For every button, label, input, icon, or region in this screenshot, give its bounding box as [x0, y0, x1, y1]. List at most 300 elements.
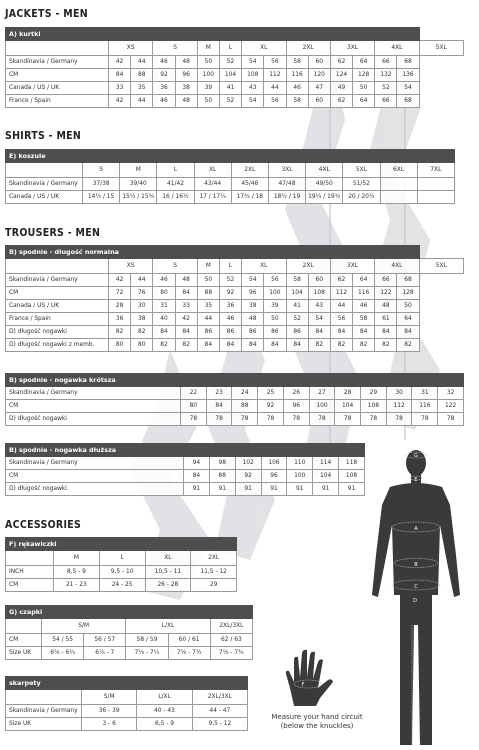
table-cell: 91	[209, 483, 235, 496]
table-cell: 78	[232, 413, 258, 426]
table-cell: 52	[286, 313, 308, 326]
table-cell: 114	[313, 457, 339, 470]
table-cell: 84	[330, 326, 352, 339]
row-label: Skandinavia / Germany	[6, 178, 83, 191]
table-cell: 8,5 - 9	[54, 566, 100, 579]
row-label: D) długość nogawki	[6, 483, 184, 496]
row-label: CM	[6, 287, 109, 300]
table-cell: 78	[386, 413, 412, 426]
caps-table-title: G) czapki	[6, 606, 253, 619]
marker-f-hand: F	[301, 682, 305, 688]
table-cell: 56	[264, 95, 286, 108]
table-cell: 39/40	[120, 178, 157, 191]
table-cell: 132	[375, 69, 397, 82]
table-cell: 36	[219, 300, 241, 313]
table-cell: 62 / 63	[210, 634, 252, 647]
table-cell: 48	[175, 95, 197, 108]
table-cell: 50	[197, 56, 219, 69]
size-header-cell: 7XL	[417, 163, 454, 178]
table-cell: 66	[375, 56, 397, 69]
table-cell: 44	[197, 313, 219, 326]
table-cell: 48	[175, 56, 197, 69]
table-cell: 104	[335, 400, 361, 413]
table-cell: 82	[330, 339, 352, 352]
row-label: Skandinavia / Germany	[6, 56, 109, 69]
size-header-cell: XS	[109, 259, 153, 274]
table-cell: 30	[131, 300, 153, 313]
table-cell: 26	[283, 387, 309, 400]
table-cell: 120	[308, 69, 330, 82]
size-header-cell: XL	[242, 259, 286, 274]
table-cell: 84	[175, 287, 197, 300]
size-header-cell: 5XL	[419, 41, 463, 56]
table-cell: 98	[209, 457, 235, 470]
table-cell: 100	[264, 287, 286, 300]
table-cell: 122	[438, 400, 464, 413]
table-cell: 56	[264, 56, 286, 69]
size-header-cell: 2XL	[191, 551, 237, 566]
table-cell: 18½ / 19	[268, 191, 305, 204]
size-header-cell: 2XL	[286, 41, 330, 56]
table-cell: 50	[397, 300, 419, 313]
table-row	[6, 400, 464, 413]
hand-caption-line-1: Measure your hand circuit	[271, 713, 363, 721]
table-row	[6, 634, 253, 647]
table-cell: 84	[184, 470, 210, 483]
table-cell: 43	[308, 300, 330, 313]
row-label: France / Spain	[6, 313, 109, 326]
table-cell: 44	[131, 56, 153, 69]
table-cell: 84	[308, 326, 330, 339]
shirts-table-title: E) koszule	[6, 150, 455, 163]
table-cell: 50	[264, 313, 286, 326]
hand-measurement-figure	[282, 648, 342, 710]
table-cell: 84	[353, 326, 375, 339]
table-cell: 14½ / 15	[83, 191, 120, 204]
table-cell: 64	[353, 274, 375, 287]
row-label: D) długość nogawki	[6, 326, 109, 339]
table-row	[6, 326, 464, 339]
size-header-cell: M	[197, 41, 219, 56]
table-row	[6, 191, 455, 204]
table-cell: 86	[197, 326, 219, 339]
size-header-cell: 2XL/3XL	[192, 690, 247, 705]
row-label: CM	[6, 69, 109, 82]
table-cell: 60	[308, 274, 330, 287]
table-cell: 51/52	[343, 178, 380, 191]
table-row	[6, 566, 237, 579]
jackets-table-title: A) kurtki	[6, 28, 420, 41]
table-cell: 17 / 17¼	[194, 191, 231, 204]
table-cell: 102	[235, 457, 261, 470]
row-label: Size UK	[6, 718, 82, 731]
table-cell: 80	[131, 339, 153, 352]
table-cell: 88	[131, 69, 153, 82]
marker-d: D	[413, 598, 417, 604]
row-label: Skandinavia / Germany	[6, 705, 82, 718]
table-cell: 36	[153, 82, 175, 95]
size-header-cell: S	[83, 163, 120, 178]
table-cell: 64	[353, 95, 375, 108]
table-cell: 84	[286, 339, 308, 352]
table-cell: 88	[209, 470, 235, 483]
table-cell: 84	[153, 326, 175, 339]
body-measurement-figure	[360, 445, 472, 747]
table-row	[6, 339, 464, 352]
table-cell: 6⅝ - 6¾	[42, 647, 84, 660]
table-cell: 92	[219, 287, 241, 300]
table-cell: 86	[286, 326, 308, 339]
table-cell: 7⅛ - 7¼	[126, 647, 168, 660]
table-cell: 82	[353, 339, 375, 352]
table-cell: 72	[109, 287, 131, 300]
table-cell: 122	[375, 287, 397, 300]
table-cell: 78	[283, 413, 309, 426]
marker-e: E	[414, 477, 418, 483]
row-label: CM	[6, 470, 184, 483]
table-row	[6, 705, 248, 718]
table-cell: 56	[330, 313, 352, 326]
table-cell: 35	[197, 300, 219, 313]
table-row	[6, 274, 464, 287]
size-header-cell: 2XL	[286, 259, 330, 274]
table-row	[6, 82, 464, 95]
table-cell: 106	[261, 457, 287, 470]
table-row	[6, 69, 464, 82]
table-cell: 54	[397, 82, 419, 95]
table-cell: 37/38	[83, 178, 120, 191]
table-cell: 82	[375, 339, 397, 352]
size-header-cell: XL	[194, 163, 231, 178]
table-cell: 46	[286, 82, 308, 95]
table-cell: 41	[286, 300, 308, 313]
jackets-size-header	[6, 41, 464, 56]
table-cell: 43/44	[194, 178, 231, 191]
row-label: Canada / US / UK	[6, 191, 83, 204]
table-cell: 36 - 39	[82, 705, 137, 718]
table-cell: 28	[335, 387, 361, 400]
table-cell: 29	[361, 387, 387, 400]
table-cell: 9,5 - 12	[192, 718, 247, 731]
trousers-normal-title: B) spodnie - długość normalna	[6, 246, 420, 259]
size-header-cell: L	[219, 259, 241, 274]
table-cell: 16 / 16½	[157, 191, 194, 204]
table-cell: 38	[175, 82, 197, 95]
shirts-heading: SHIRTS - MEN	[5, 130, 82, 142]
table-row	[6, 413, 464, 426]
table-cell: 41	[219, 82, 241, 95]
table-cell: 44	[131, 95, 153, 108]
table-cell: 91	[261, 483, 287, 496]
table-cell: 35	[131, 82, 153, 95]
table-cell: 84	[219, 339, 241, 352]
row-label: CM	[6, 400, 181, 413]
table-cell: 92	[258, 400, 284, 413]
hand-icon	[286, 650, 333, 706]
table-cell: 46	[153, 274, 175, 287]
table-cell: 42	[109, 56, 131, 69]
table-cell: 29	[191, 579, 237, 592]
table-cell: 108	[242, 69, 264, 82]
size-header-cell: XL	[242, 41, 286, 56]
table-cell: 62	[330, 95, 352, 108]
table-cell: 100	[287, 470, 313, 483]
table-cell: 44	[330, 300, 352, 313]
table-cell: 62	[330, 274, 352, 287]
table-cell: 64	[397, 313, 419, 326]
table-cell: 108	[339, 470, 365, 483]
table-cell: 15½ / 15¾	[120, 191, 157, 204]
table-cell: 66	[375, 95, 397, 108]
table-cell: 58	[286, 95, 308, 108]
table-cell: 9,5 - 10	[99, 566, 145, 579]
table-cell: 25	[258, 387, 284, 400]
table-cell: 17¾ / 18	[231, 191, 268, 204]
table-cell: 38	[242, 300, 264, 313]
table-cell: 54	[242, 274, 264, 287]
table-cell: 88	[197, 287, 219, 300]
row-label: Skandinavia / Germany	[6, 457, 184, 470]
table-cell: 78	[335, 413, 361, 426]
table-cell: 50	[197, 95, 219, 108]
size-header-cell: S	[153, 259, 197, 274]
table-cell: 48	[242, 313, 264, 326]
table-cell: 50	[353, 82, 375, 95]
caps-size-header	[6, 619, 253, 634]
table-cell: 80	[153, 287, 175, 300]
caps-size-table	[5, 605, 253, 660]
table-cell: 47	[308, 82, 330, 95]
table-cell: 49/50	[306, 178, 343, 191]
table-cell: 41/42	[157, 178, 194, 191]
table-cell: 84	[197, 339, 219, 352]
jackets-size-table	[5, 27, 464, 108]
table-cell: 91	[339, 483, 365, 496]
table-cell: 7⅜ - 7½	[168, 647, 210, 660]
table-row	[6, 287, 464, 300]
table-cell: 44 - 47	[192, 705, 247, 718]
table-cell: 112	[330, 287, 352, 300]
table-cell: 84	[264, 339, 286, 352]
table-cell: 104	[313, 470, 339, 483]
table-cell: 46	[153, 56, 175, 69]
trousers-normal-size-table	[5, 245, 464, 352]
table-cell: 56	[264, 274, 286, 287]
table-cell: 91	[235, 483, 261, 496]
row-label: Size UK	[6, 647, 42, 660]
table-cell: 31	[412, 387, 438, 400]
table-cell: 39	[264, 300, 286, 313]
size-header-cell: M	[54, 551, 100, 566]
table-cell: 91	[184, 483, 210, 496]
table-cell: 3 - 6	[82, 718, 137, 731]
table-row	[6, 483, 365, 496]
table-cell: 78	[309, 413, 335, 426]
table-cell: 104	[219, 69, 241, 82]
table-cell: 136	[397, 69, 419, 82]
table-cell: 68	[397, 95, 419, 108]
table-cell: 91	[287, 483, 313, 496]
table-row	[6, 300, 464, 313]
size-header-cell: XL	[145, 551, 191, 566]
table-cell: 60	[308, 95, 330, 108]
table-cell: 84	[397, 326, 419, 339]
marker-b: B	[414, 562, 418, 568]
table-cell: 27	[309, 387, 335, 400]
table-cell: 96	[283, 400, 309, 413]
table-cell: 116	[286, 69, 308, 82]
size-header-cell: XS	[109, 41, 153, 56]
table-cell: 44	[131, 274, 153, 287]
size-header-cell: 3XL	[330, 41, 374, 56]
table-cell: 84	[375, 326, 397, 339]
table-cell: 56 / 57	[84, 634, 126, 647]
table-cell: 52	[219, 274, 241, 287]
marker-c: C	[414, 584, 418, 590]
table-cell: 43	[242, 82, 264, 95]
table-cell: 42	[109, 95, 131, 108]
table-cell: 21 - 23	[54, 579, 100, 592]
table-cell: 82	[153, 339, 175, 352]
table-cell: 52	[375, 82, 397, 95]
table-cell: 47/48	[268, 178, 305, 191]
table-cell: 23	[206, 387, 232, 400]
size-header-cell: L	[219, 41, 241, 56]
trousers-long-title: B) spodnie - nogawka dłuższa	[6, 444, 365, 457]
table-cell: 84	[206, 400, 232, 413]
table-cell: 82	[131, 326, 153, 339]
trousers-short-size-table	[5, 373, 464, 426]
table-cell: 19¼ / 19¾	[306, 191, 343, 204]
size-header-cell: M	[120, 163, 157, 178]
size-header-cell: L/XL	[126, 619, 210, 634]
table-cell: 46	[353, 300, 375, 313]
table-cell: 91	[313, 483, 339, 496]
table-row	[6, 178, 455, 191]
table-cell: 62	[330, 56, 352, 69]
table-cell: 32	[438, 387, 464, 400]
table-cell: 64	[353, 56, 375, 69]
size-header-cell: 5XL	[419, 259, 463, 274]
jackets-heading: JACKETS - MEN	[5, 8, 88, 20]
table-cell: 82	[308, 339, 330, 352]
table-cell: 10,5 - 11	[145, 566, 191, 579]
size-header-cell: 3XL	[268, 163, 305, 178]
table-cell: 94	[184, 457, 210, 470]
size-header-cell: 4XL	[375, 259, 419, 274]
table-cell: 100	[309, 400, 335, 413]
row-label: France / Spain	[6, 95, 109, 108]
gloves-table-title: F) rękawiczki	[6, 538, 237, 551]
table-row	[6, 579, 237, 592]
table-cell: 49	[330, 82, 352, 95]
table-cell: 52	[219, 56, 241, 69]
table-row	[6, 95, 464, 108]
row-label: D) długość nogawki z memb.	[6, 339, 109, 352]
row-label: Skandinavia / Germany	[6, 387, 181, 400]
table-cell: 40	[153, 313, 175, 326]
table-cell: 78	[206, 413, 232, 426]
table-cell: 7⅝ - 7¾	[210, 647, 252, 660]
table-cell: 11,5 - 12	[191, 566, 237, 579]
table-row	[6, 718, 248, 731]
table-cell: 31	[153, 300, 175, 313]
table-cell: 112	[264, 69, 286, 82]
size-header-cell: 4XL	[375, 41, 419, 56]
table-cell: 96	[242, 287, 264, 300]
table-cell: 78	[361, 413, 387, 426]
table-cell: 84	[242, 339, 264, 352]
table-cell: 46	[153, 95, 175, 108]
table-cell: 78	[181, 413, 207, 426]
table-cell: 96	[175, 69, 197, 82]
table-cell: 82	[397, 339, 419, 352]
table-cell: 30	[386, 387, 412, 400]
table-cell: 86	[242, 326, 264, 339]
row-label: Canada / US / UK	[6, 300, 109, 313]
table-cell: 58	[286, 274, 308, 287]
trousers-size-header	[6, 259, 464, 274]
table-cell: 58	[353, 313, 375, 326]
socks-size-table	[5, 676, 248, 731]
table-cell: 26 - 28	[145, 579, 191, 592]
table-cell: 88	[232, 400, 258, 413]
table-row	[6, 56, 464, 69]
size-header-cell: S/M	[82, 690, 137, 705]
table-cell: 128	[397, 287, 419, 300]
trousers-short-title: B) spodnie - nogawka krótsza	[6, 374, 464, 387]
table-cell: 100	[197, 69, 219, 82]
table-cell: 54	[242, 95, 264, 108]
trousers-long-size-table	[5, 443, 365, 496]
table-cell: 33	[175, 300, 197, 313]
table-cell: 45/46	[231, 178, 268, 191]
gloves-size-header	[6, 551, 237, 566]
table-cell: 86	[219, 326, 241, 339]
size-header-cell: M	[197, 259, 219, 274]
table-cell: 54 / 55	[42, 634, 84, 647]
table-cell: 78	[412, 413, 438, 426]
table-cell: 22	[181, 387, 207, 400]
row-label: CM	[6, 634, 42, 647]
table-cell: 92	[235, 470, 261, 483]
table-cell: 46	[219, 313, 241, 326]
table-cell: 33	[109, 82, 131, 95]
table-cell: 40 - 43	[137, 705, 192, 718]
shirts-size-table	[5, 149, 455, 204]
table-cell: 124	[330, 69, 352, 82]
table-cell: 118	[339, 457, 365, 470]
table-cell: 68	[397, 274, 419, 287]
table-cell: 80	[181, 400, 207, 413]
hand-caption	[262, 713, 372, 731]
shirts-size-header	[6, 163, 455, 178]
marker-g: G	[414, 453, 418, 459]
table-cell: 84	[109, 69, 131, 82]
table-cell: 60 / 61	[168, 634, 210, 647]
table-cell: 48	[375, 300, 397, 313]
size-header-cell: L	[157, 163, 194, 178]
size-header-cell: S	[153, 41, 197, 56]
size-header-cell: 2XL	[231, 163, 268, 178]
table-cell: 24 - 25	[99, 579, 145, 592]
table-cell: 52	[219, 95, 241, 108]
table-cell: 78	[438, 413, 464, 426]
table-cell: 92	[153, 69, 175, 82]
table-cell: 96	[261, 470, 287, 483]
table-row	[6, 313, 464, 326]
size-header-cell: S/M	[42, 619, 126, 634]
